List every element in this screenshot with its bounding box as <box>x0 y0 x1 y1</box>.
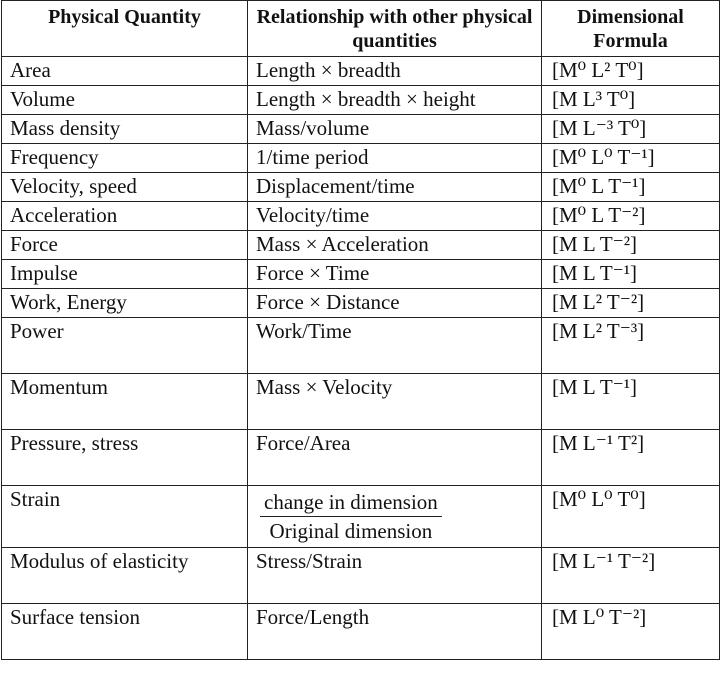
fraction-denominator: Original dimension <box>269 519 433 543</box>
quantity-cell: Pressure, stress <box>2 430 248 486</box>
quantity-cell: Area <box>2 57 248 86</box>
relation-cell: Force × Distance <box>248 289 542 318</box>
table-row <box>2 86 720 115</box>
formula-cell: [M L² T⁻²] <box>542 289 720 318</box>
formula-cell: [M⁰ L T⁻¹] <box>542 173 720 202</box>
table-row <box>2 173 720 202</box>
quantity-cell: Power <box>2 318 248 374</box>
formula-cell: [M L T⁻²] <box>542 231 720 260</box>
table-row <box>2 548 720 604</box>
formula-cell: [M⁰ L T⁻²] <box>542 202 720 231</box>
formula-cell: [M L⁻³ T⁰] <box>542 115 720 144</box>
relation-cell: Work/Time <box>248 318 542 374</box>
quantity-cell: Modulus of elasticity <box>2 548 248 604</box>
relation-cell: Force × Time <box>248 260 542 289</box>
formula-cell: [M L T⁻¹] <box>542 374 720 430</box>
quantity-cell: Volume <box>2 86 248 115</box>
table-row <box>2 260 720 289</box>
table-row <box>2 144 720 173</box>
header-quantity: Physical Quantity <box>2 1 248 57</box>
relation-cell: Force/Area <box>248 430 542 486</box>
quantity-cell: Work, Energy <box>2 289 248 318</box>
relation-cell: Stress/Strain <box>248 548 542 604</box>
formula-cell: [M L³ T⁰] <box>542 86 720 115</box>
formula-cell: [M L² T⁻³] <box>542 318 720 374</box>
formula-cell: [M⁰ L⁰ T⁻¹] <box>542 144 720 173</box>
table-row <box>2 374 720 430</box>
quantity-cell: Velocity, speed <box>2 173 248 202</box>
relation-cell <box>248 486 542 548</box>
quantity-cell: Acceleration <box>2 202 248 231</box>
quantity-cell: Impulse <box>2 260 248 289</box>
header-formula: Dimensional Formula <box>542 1 720 57</box>
relation-cell: Velocity/time <box>248 202 542 231</box>
quantity-cell: Strain <box>2 486 248 548</box>
relation-cell: Length × breadth <box>248 57 542 86</box>
quantity-cell: Surface tension <box>2 604 248 660</box>
formula-cell: [M L⁰ T⁻²] <box>542 604 720 660</box>
formula-cell: [M⁰ L⁰ T⁰] <box>542 486 720 548</box>
relation-cell: 1/time period <box>248 144 542 173</box>
strain-fraction <box>260 490 442 543</box>
table-row <box>2 430 720 486</box>
quantity-cell: Momentum <box>2 374 248 430</box>
table-row <box>2 318 720 374</box>
table-row <box>2 202 720 231</box>
table-row <box>2 57 720 86</box>
relation-cell: Mass × Velocity <box>248 374 542 430</box>
quantity-cell: Force <box>2 231 248 260</box>
relation-cell: Mass × Acceleration <box>248 231 542 260</box>
table-row <box>2 115 720 144</box>
quantity-cell: Frequency <box>2 144 248 173</box>
quantity-cell: Mass density <box>2 115 248 144</box>
relation-cell: Mass/volume <box>248 115 542 144</box>
formula-cell: [M L⁻¹ T⁻²] <box>542 548 720 604</box>
relation-cell: Force/Length <box>248 604 542 660</box>
formula-cell: [M⁰ L² T⁰] <box>542 57 720 86</box>
dimensional-formula-table <box>1 0 720 660</box>
header-relationship: Relationship with other physical quantities <box>248 1 542 57</box>
table-row <box>2 231 720 260</box>
table-row <box>2 486 720 548</box>
relation-cell: Length × breadth × height <box>248 86 542 115</box>
relation-cell: Displacement/time <box>248 173 542 202</box>
formula-cell: [M L T⁻¹] <box>542 260 720 289</box>
table-row <box>2 289 720 318</box>
header-row <box>2 1 720 57</box>
formula-cell: [M L⁻¹ T²] <box>542 430 720 486</box>
table-row <box>2 604 720 660</box>
fraction-numerator: change in dimension <box>260 490 442 517</box>
